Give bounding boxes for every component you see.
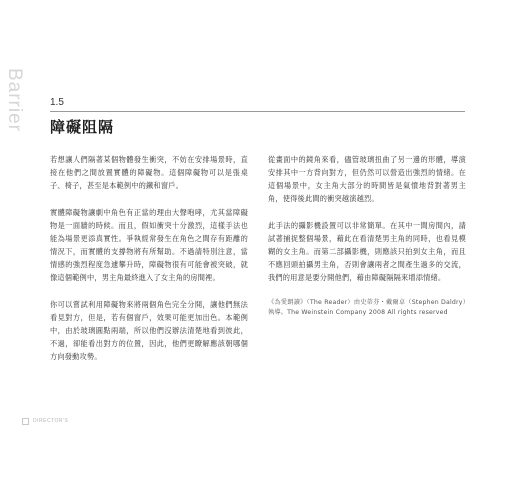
footer-text: DIRECTOR'S: [33, 418, 69, 424]
section-title: 障礙阻隔: [50, 118, 115, 136]
paragraph: 實體障礙物讓劇中角色有正當的理由大聲咆哮，尤其當障礙物是一面牆的時候。而且，假如衝突十分激烈，這樣手法也能為場景更添真實性。爭執經常發生在角色之間存有距離的情況下，而實體的支撐物將有所幫助。不過請特別注意，當情感的強烈程度急遽攀升時，障礙物很有可能會被突破，就像這個範例中，男主角最終進入了女主角的房間裡。: [50, 208, 248, 282]
right-column: [268, 153, 466, 332]
side-title-text: Barrier: [4, 67, 25, 133]
side-title: [4, 60, 24, 140]
paragraph: 若想讓人們隔著某個物體發生衝突，不妨在安排場景時，直接在他們之間放置實體的障礙物。這個障礙物可以是張桌子、椅子，甚至是本範例中的鐵和窗戶。: [50, 155, 248, 190]
image-caption: 《為愛朗讀》（The Reader）由史蒂芬・戴爾卓（Stephen Daldry）執導。The Weinstein Company 2008 All rights reserved: [268, 299, 466, 316]
paragraph: 此手法的攝影機設置可以非常簡單。在其中一間房間內，請試著捕捉整個場景，藉此在看清楚男主角的同時，也看見模糊的女主角。而第二部攝影機，則應該只拍到女主角，而且不應回頭拍攝男主角，否則會讓兩者之間產生過多的交流，我們的用意是要分開他們，藉由障礙隔隔來增添情緒。: [268, 221, 466, 282]
paragraph: 從畫面中的鏡角來看，儘管玻璃扭曲了另一邊的形體，導演安排其中一方背向對方，但仍然可以營造出強烈的情緒。在這個場景中，女主角大部分的時間皆是氣憤地背對著男主角，使得後此間的衝突越演越烈。: [268, 155, 466, 203]
paragraph: 你可以嘗試利用障礙物來將兩個角色完全分開，讓他們無法看見對方，但是，若有個窗戶，效果可能更加出色。本範例中，由於玻璃圓點兩端，所以他們沒辦法清楚地看到彼此，不過，卻能看出對方的位置，因此，他們更瞭解應該朝哪個方向發動攻勢。: [50, 300, 248, 361]
left-column: [50, 153, 248, 377]
section-number: 1.5: [50, 97, 64, 108]
section-divider: [50, 111, 465, 112]
page-number-box: [22, 418, 29, 425]
